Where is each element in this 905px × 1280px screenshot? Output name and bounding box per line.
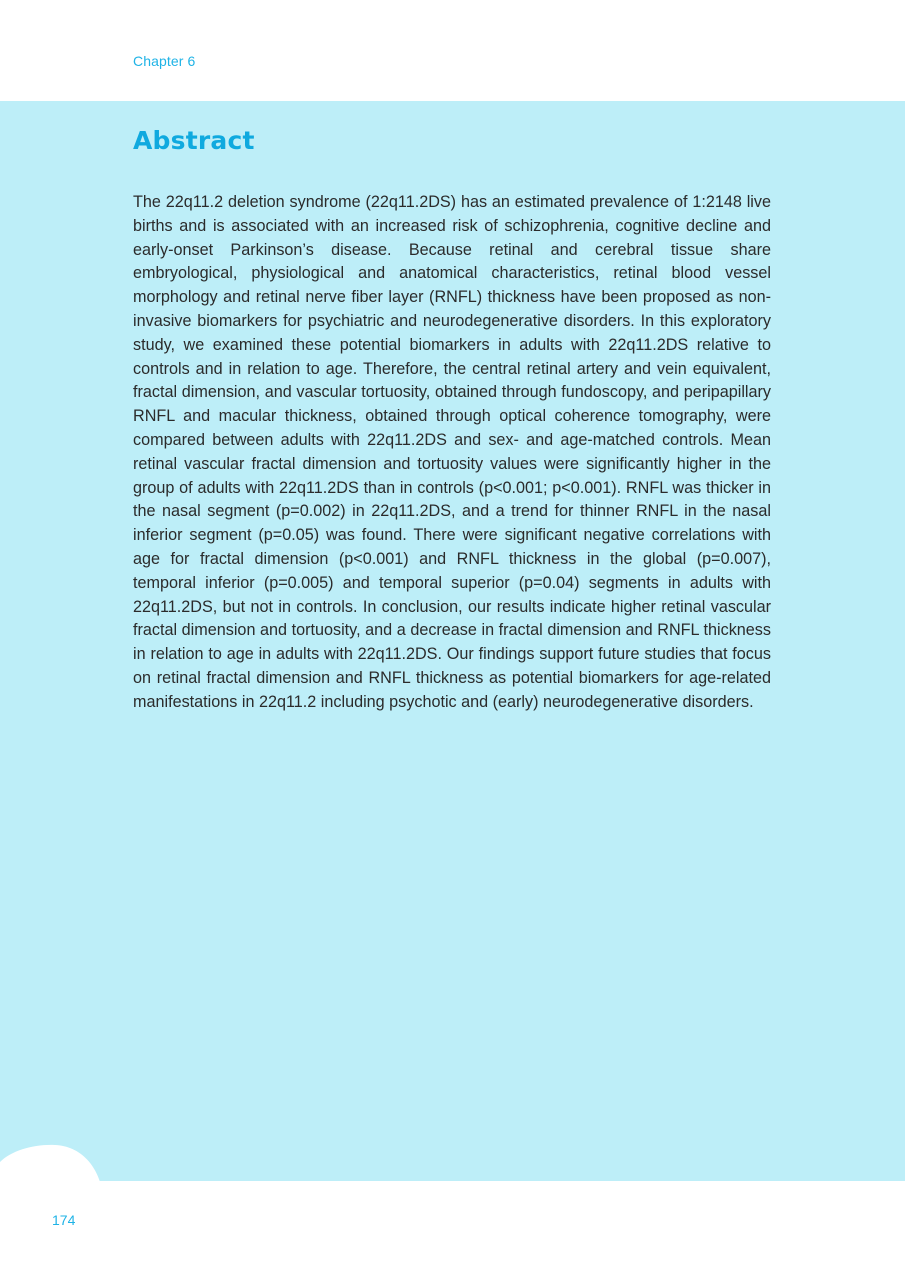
chapter-label: Chapter 6 [133, 53, 196, 69]
abstract-body: The 22q11.2 deletion syndrome (22q11.2DS) has an estimated prevalence of 1:2148 live births and is associated with an increased risk of schizophrenia, cognitive decline and early-onset Parkinson’s disease. Because retinal and cerebral tissue share embryological, physiological and anatomical characteristics, retinal blood vessel morphology and retinal nerve fiber layer (RNFL) thickness have been proposed as non-invasive biomarkers for psychiatric and neurodegenerative disorders. In this exploratory study, we examined these potential biomarkers in adults with 22q11.2DS relative to controls and in relation to age. Therefore, the central retinal artery and vein equivalent, fractal dimension, and vascular tortuosity, obtained through fundoscopy, and peripapillary RNFL and macular thickness, obtained through optical coherence tomography, were compared between adults with 22q11.2DS and sex- and age-matched controls. Mean retinal vascular fractal dimension and tortuosity values were significantly higher in the group of adults with 22q11.2DS than in controls (p<0.001; p<0.001). RNFL was thicker in the nasal segment (p=0.002) in 22q11.2DS, and a trend for thinner RNFL in the nasal inferior segment (p=0.05) was found. There were significant negative correlations with age for fractal dimension (p<0.001) and RNFL thickness in the global (p=0.007), temporal inferior (p=0.005) and temporal superior (p=0.04) segments in adults with 22q11.2DS, but not in controls. In conclusion, our results indicate higher retinal vascular fractal dimension and tortuosity, and a decrease in fractal dimension and RNFL thickness in relation to age in adults with 22q11.2DS. Our findings support future studies that focus on retinal fractal dimension and RNFL thickness as potential biomarkers for age-related manifestations in 22q11.2 including psychotic and (early) neurodegenerative disorders. [133, 193, 771, 711]
bottom-decorative-shape [0, 1100, 905, 1280]
page-number: 174 [52, 1212, 76, 1228]
abstract-heading: Abstract [133, 126, 255, 155]
